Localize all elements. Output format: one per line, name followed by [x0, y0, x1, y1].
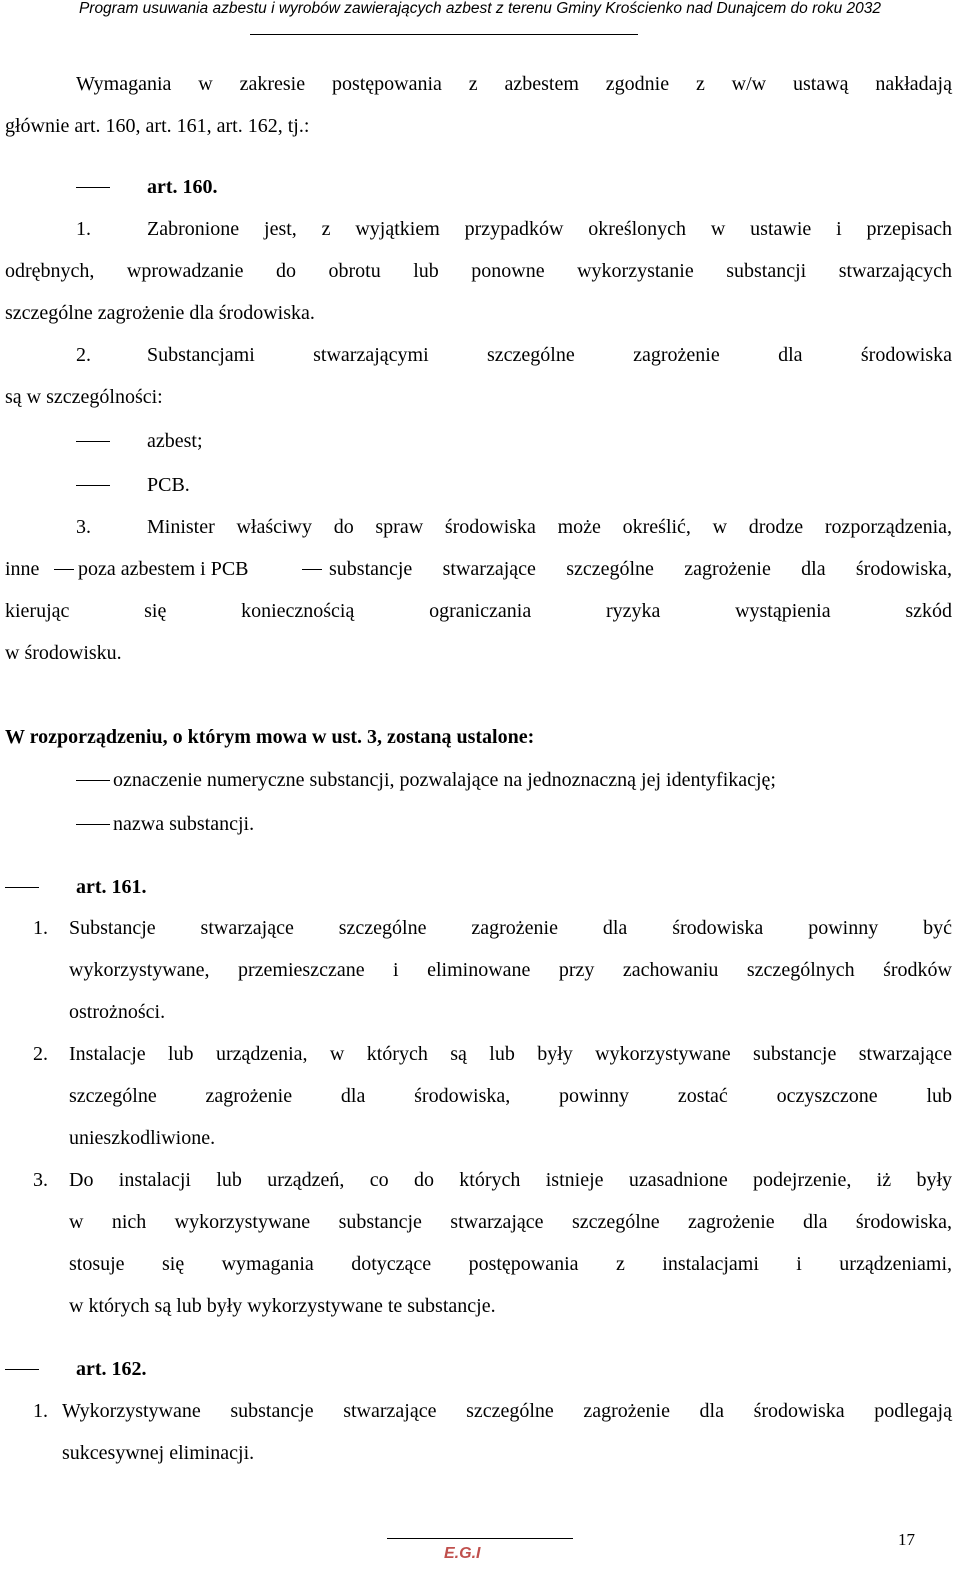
footer-rule	[387, 1538, 573, 1539]
footer-logo: E.G.I	[444, 1545, 481, 1562]
art161-p2-line2: szczególne zagrożenie dla środowiska, powinny zostać oczyszczone lub	[69, 1085, 952, 1107]
page-header	[0, 0, 960, 18]
intro-line-1: Wymagania w zakresie postępowania z azbestem zgodnie z w/w ustawą nakładają	[76, 73, 952, 95]
art161-p3-line4: w których są lub były wykorzystywane te substancje.	[69, 1295, 496, 1317]
list-dash	[5, 1369, 39, 1370]
art161-p1-line1: Substancje stwarzające szczególne zagrożenie dla środowiska powinny być	[69, 917, 952, 939]
art160-p3-line2a: inne	[5, 558, 40, 580]
list-dash	[76, 187, 110, 188]
list-dash	[5, 887, 39, 888]
art162-p1-num: 1.	[33, 1400, 48, 1422]
art160-p1-num: 1.	[76, 218, 91, 240]
art160-p3-line1: Minister właściwy do spraw środowiska może określić, w drodze rozporządzenia,	[147, 516, 952, 538]
art161-p1-line3: ostrożności.	[69, 1001, 166, 1023]
art160-p3-line2c: substancje stwarzające szczególne zagrożenie dla środowiska,	[329, 558, 952, 580]
page-number: 17	[898, 1530, 915, 1549]
art160-p3-line3: kierując się koniecznością ograniczania ryzyka wystąpienia szkód	[5, 600, 952, 622]
list-item: PCB.	[147, 474, 190, 496]
art161-p3-line3: stosuje się wymagania dotyczące postępowania z instalacjami i urządzeniami,	[69, 1253, 952, 1275]
inline-dash	[302, 569, 322, 570]
art160-p3-line4: w środowisku.	[5, 642, 122, 664]
intro-line-2: głównie art. 160, art. 161, art. 162, tj.:	[5, 115, 310, 137]
art161-p1-num: 1.	[33, 917, 48, 939]
header-rule	[250, 34, 638, 35]
art161-p2-line3: unieszkodliwione.	[69, 1127, 216, 1149]
art161-p1-line2: wykorzystywane, przemieszczane i eliminowane przy zachowaniu szczególnych środków	[69, 959, 952, 981]
art161-p3-line1: Do instalacji lub urządzeń, co do których istnieje uzasadnione podejrzenie, iż były	[69, 1169, 952, 1191]
art160-p3-num: 3.	[76, 516, 91, 538]
art160-p2-num: 2.	[76, 344, 91, 366]
list-item: nazwa substancji.	[113, 813, 255, 835]
art160-p2-line1: Substancjami stwarzającymi szczególne zagrożenie dla środowiska	[147, 344, 952, 366]
art160-heading: art. 160.	[147, 176, 218, 198]
art161-heading: art. 161.	[76, 876, 147, 898]
regulation-heading: W rozporządzeniu, o którym mowa w ust. 3, zostaną ustalone:	[5, 726, 535, 748]
art161-p3-line2: w nich wykorzystywane substancje stwarzające szczególne zagrożenie dla środowiska,	[69, 1211, 952, 1233]
header-title: Program usuwania azbestu i wyrobów zawierających azbest z terenu Gminy Krościenko nad Dunajcem do roku 2032	[78, 0, 882, 17]
art161-p2-line1: Instalacje lub urządzenia, w których są lub były wykorzystywane substancje stwarzające	[69, 1043, 952, 1065]
list-dash	[76, 780, 110, 781]
art160-p2-line2: są w szczególności:	[5, 386, 163, 408]
art162-p1-line2: sukcesywnej eliminacji.	[62, 1442, 255, 1464]
inline-dash	[54, 569, 74, 570]
list-item: azbest;	[147, 430, 203, 452]
art160-p1-line3: szczególne zagrożenie dla środowiska.	[5, 302, 315, 324]
art162-heading: art. 162.	[76, 1358, 147, 1380]
art162-p1-line1: Wykorzystywane substancje stwarzające szczególne zagrożenie dla środowiska podlegają	[62, 1400, 952, 1422]
art160-p1-line1: Zabronione jest, z wyjątkiem przypadków określonych w ustawie i przepisach	[147, 218, 952, 240]
list-item: oznaczenie numeryczne substancji, pozwalające na jednoznaczną jej identyfikację;	[113, 769, 776, 791]
list-dash	[76, 824, 110, 825]
art161-p3-num: 3.	[33, 1169, 48, 1191]
art160-p3-line2b: poza azbestem i PCB	[78, 558, 249, 580]
art161-p2-num: 2.	[33, 1043, 48, 1065]
art160-p1-line2: odrębnych, wprowadzanie do obrotu lub ponowne wykorzystanie substancji stwarzających	[5, 260, 952, 282]
list-dash	[76, 485, 110, 486]
list-dash	[76, 441, 110, 442]
